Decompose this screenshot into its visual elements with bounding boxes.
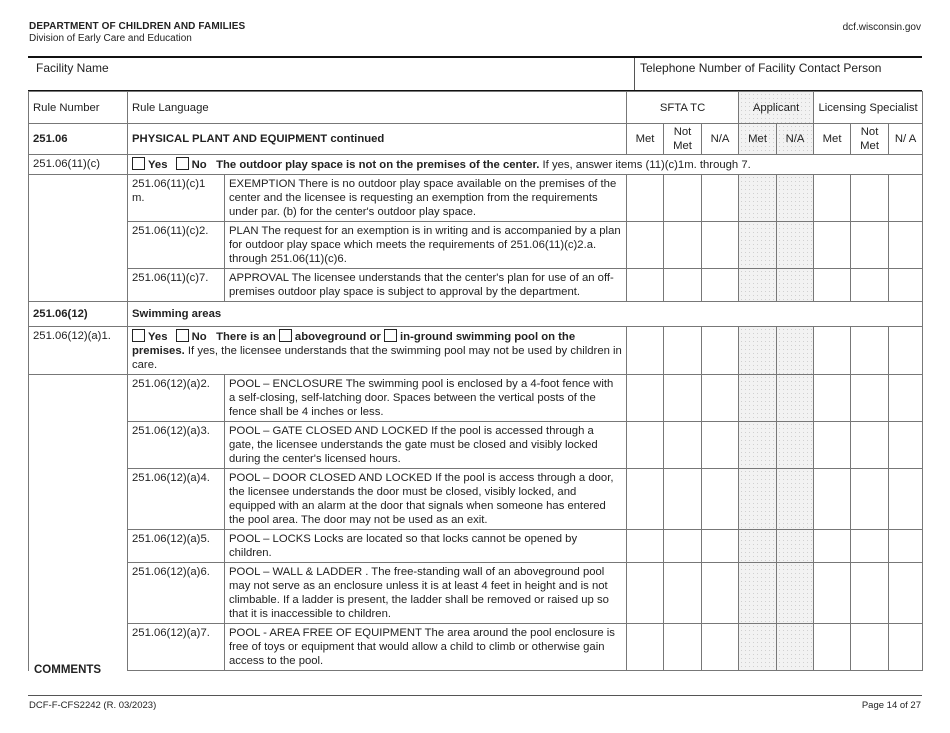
sftatc-not-met-cell[interactable] [664, 422, 702, 469]
licensing-na-cell[interactable] [889, 530, 923, 563]
licensing-na-header: N/ A [889, 124, 923, 155]
sftatc-na-cell[interactable] [702, 375, 739, 422]
licensing-not-met-cell[interactable] [851, 469, 889, 530]
sub-rule-number: 251.06(12)(a)6. [128, 563, 225, 624]
col-rule-language: Rule Language [128, 92, 627, 124]
applicant-na-cell[interactable] [777, 530, 814, 563]
sub-rule-row [29, 375, 923, 422]
rule-row-12a1 [29, 327, 923, 375]
facility-phone-field[interactable]: Telephone Number of Facility Contact Person [634, 58, 922, 90]
rule-number: 251.06(12)(a)1. [29, 327, 128, 375]
sftatc-met-cell[interactable] [627, 375, 664, 422]
sftatc-met-cell[interactable] [627, 563, 664, 624]
applicant-met-cell[interactable] [739, 222, 777, 269]
sub-rule-text: POOL - AREA FREE OF EQUIPMENT The area around the pool enclosure is free of toys or equipment that would allow a child to climb or otherwise gain access to the pool. [225, 624, 627, 671]
sftatc-met-cell[interactable] [627, 624, 664, 671]
licensing-not-met-cell[interactable] [851, 422, 889, 469]
aboveground-label: aboveground or [294, 331, 381, 343]
sftatc-not-met-header: Not Met [664, 124, 702, 155]
sftatc-met-cell[interactable] [627, 422, 664, 469]
licensing-met-header: Met [814, 124, 851, 155]
licensing-met-cell[interactable] [814, 222, 851, 269]
no-checkbox[interactable] [176, 329, 189, 342]
section-title: PHYSICAL PLANT AND EQUIPMENT continued [128, 124, 627, 155]
licensing-na-cell[interactable] [889, 175, 923, 222]
licensing-na-cell[interactable] [889, 327, 923, 375]
section12-title: Swimming areas [128, 302, 923, 327]
sub-rule-row [29, 422, 923, 469]
footer-divider [28, 695, 922, 696]
sub-rule-row [29, 469, 923, 530]
facility-info-row [28, 57, 922, 92]
licensing-na-cell[interactable] [889, 222, 923, 269]
licensing-not-met-cell[interactable] [851, 375, 889, 422]
indent-cell [29, 175, 128, 302]
section-header-row-12 [29, 302, 923, 327]
sub-rule-text: APPROVAL The licensee understands that the center's plan for use of an off-premises outdoor play space is subject to approval by the department. [225, 269, 627, 302]
sub-rule-number: 251.06(12)(a)5. [128, 530, 225, 563]
licensing-not-met-header: Not Met [851, 124, 889, 155]
applicant-met-cell[interactable] [739, 175, 777, 222]
sftatc-na-cell[interactable] [702, 269, 739, 302]
licensing-not-met-cell[interactable] [851, 269, 889, 302]
yes-label: Yes [148, 331, 168, 343]
sftatc-met-cell[interactable] [627, 530, 664, 563]
applicant-na-cell[interactable] [777, 327, 814, 375]
sub-rule-text: POOL – DOOR CLOSED AND LOCKED If the pool is access through a door, the licensee understands the door must be closed, visibly locked, and equipped with an alarm at the door that signals when someone has entered the pool area. The door may not be used as an exit. [225, 469, 627, 530]
applicant-met-cell[interactable] [739, 327, 777, 375]
sub-rule-row [29, 624, 923, 671]
section12-number: 251.06(12) [29, 302, 128, 327]
section-number: 251.06 [29, 124, 128, 155]
sftatc-met-cell[interactable] [627, 469, 664, 530]
licensing-not-met-cell[interactable] [851, 624, 889, 671]
sftatc-met-cell[interactable] [627, 327, 664, 375]
rule-number: 251.06(11)(c) [29, 155, 128, 175]
sub-rule-number: 251.06(11)(c)1 m. [128, 175, 225, 222]
sftatc-not-met-cell[interactable] [664, 469, 702, 530]
yes-checkbox[interactable] [132, 329, 145, 342]
applicant-na-cell[interactable] [777, 422, 814, 469]
licensing-na-cell[interactable] [889, 422, 923, 469]
applicant-met-cell[interactable] [739, 375, 777, 422]
no-label: No [191, 159, 207, 171]
applicant-met-header: Met [739, 124, 777, 155]
sftatc-na-cell[interactable] [702, 175, 739, 222]
licensing-na-cell[interactable] [889, 624, 923, 671]
licensing-na-cell[interactable] [889, 269, 923, 302]
sub-rule-row [29, 563, 923, 624]
rule-row-11c [29, 155, 923, 175]
no-checkbox[interactable] [176, 157, 189, 170]
yes-checkbox[interactable] [132, 157, 145, 170]
group-applicant: Applicant [739, 92, 814, 124]
yes-label: Yes [148, 159, 168, 171]
sftatc-met-cell[interactable] [627, 269, 664, 302]
licensing-met-cell[interactable] [814, 563, 851, 624]
sub-rule-number: 251.06(12)(a)2. [128, 375, 225, 422]
applicant-na-cell[interactable] [777, 624, 814, 671]
licensing-not-met-cell[interactable] [851, 327, 889, 375]
sub-rule-row [29, 269, 923, 302]
sub-rule-text: POOL – LOCKS Locks are located so that locks cannot be opened by children. [225, 530, 627, 563]
licensing-met-cell[interactable] [814, 375, 851, 422]
section-header-row [29, 124, 923, 155]
applicant-met-cell[interactable] [739, 530, 777, 563]
sftatc-na-cell[interactable] [702, 563, 739, 624]
licensing-met-cell[interactable] [814, 422, 851, 469]
website-link[interactable]: dcf.wisconsin.gov [842, 22, 921, 33]
licensing-not-met-cell[interactable] [851, 175, 889, 222]
comments-label: COMMENTS [34, 664, 102, 676]
sftatc-na-header: N/A [702, 124, 739, 155]
division-name: Division of Early Care and Education [29, 33, 192, 44]
indent-cell [29, 375, 128, 671]
sub-rule-number: 251.06(12)(a)3. [128, 422, 225, 469]
no-label: No [191, 331, 207, 343]
licensing-not-met-cell[interactable] [851, 563, 889, 624]
licensing-na-cell[interactable] [889, 375, 923, 422]
group-sftatc: SFTA TC [627, 92, 739, 124]
applicant-na-cell[interactable] [777, 375, 814, 422]
sftatc-met-cell[interactable] [627, 222, 664, 269]
sub-rule-text: POOL – ENCLOSURE The swimming pool is enclosed by a 4-foot fence with a self-closing, self-latching door. Spaces between the vertical posts of the fence shall be 4 inches or less. [225, 375, 627, 422]
sub-rule-number: 251.06(12)(a)4. [128, 469, 225, 530]
sftatc-na-cell[interactable] [702, 624, 739, 671]
department-name: DEPARTMENT OF CHILDREN AND FAMILIES [29, 21, 246, 32]
question-text: If yes, answer items (11)(c)1m. through 7. [539, 159, 751, 171]
col-rule-number: Rule Number [29, 92, 128, 124]
question-text-a: There is an [216, 331, 276, 343]
sftatc-na-cell[interactable] [702, 327, 739, 375]
rule-question [128, 327, 627, 375]
sftatc-met-header: Met [627, 124, 664, 155]
form-id: DCF-F-CFS2242 (R. 03/2023) [29, 700, 157, 711]
applicant-met-cell[interactable] [739, 563, 777, 624]
applicant-na-cell[interactable] [777, 469, 814, 530]
licensing-met-cell[interactable] [814, 175, 851, 222]
sub-rule-number: 251.06(11)(c)7. [128, 269, 225, 302]
sftatc-not-met-cell[interactable] [664, 327, 702, 375]
applicant-na-header: N/A [777, 124, 814, 155]
licensing-met-cell[interactable] [814, 469, 851, 530]
sftatc-na-cell[interactable] [702, 469, 739, 530]
column-header-row [29, 92, 923, 124]
sub-rule-row [29, 175, 923, 222]
inground-checkbox[interactable] [384, 329, 397, 342]
applicant-na-cell[interactable] [777, 269, 814, 302]
sftatc-not-met-cell[interactable] [664, 175, 702, 222]
sftatc-na-cell[interactable] [702, 530, 739, 563]
sftatc-na-cell[interactable] [702, 422, 739, 469]
sub-rule-text: EXEMPTION There is no outdoor play space available on the premises of the center and the licensee is requesting an exemption from the requirements under par. (b) for the center's outdoor play space. [225, 175, 627, 222]
sub-rule-number: 251.06(11)(c)2. [128, 222, 225, 269]
licensing-not-met-cell[interactable] [851, 222, 889, 269]
sftatc-not-met-cell[interactable] [664, 375, 702, 422]
sftatc-not-met-cell[interactable] [664, 563, 702, 624]
licensing-na-cell[interactable] [889, 469, 923, 530]
licensing-met-cell[interactable] [814, 269, 851, 302]
sftatc-not-met-cell[interactable] [664, 530, 702, 563]
applicant-na-cell[interactable] [777, 175, 814, 222]
sftatc-na-cell[interactable] [702, 222, 739, 269]
sftatc-not-met-cell[interactable] [664, 624, 702, 671]
group-licensing-specialist: Licensing Specialist [814, 92, 923, 124]
applicant-na-cell[interactable] [777, 222, 814, 269]
sub-rule-number: 251.06(12)(a)7. [128, 624, 225, 671]
licensing-met-cell[interactable] [814, 624, 851, 671]
facility-name-field[interactable]: Facility Name [36, 61, 109, 75]
rule-question [128, 155, 923, 175]
sub-rule-text: POOL – WALL & LADDER . The free-standing wall of an aboveground pool may not serve as an enclosure unless it is at least 4 feet in height and is not climbable. If a ladder is present, the ladder shall be removed or raised up so that it is inaccessible to children. [225, 563, 627, 624]
sftatc-not-met-cell[interactable] [664, 222, 702, 269]
page-header [29, 21, 245, 44]
sub-rule-text: POOL – GATE CLOSED AND LOCKED If the pool is accessed through a gate, the licensee understands the gate must be closed and visibly locked during the center's licensed hours. [225, 422, 627, 469]
sub-rule-text: PLAN The request for an exemption is in writing and is accompanied by a plan for outdoor play space which meets the requirements of 251.06(11)(c)2.a. through 251.06(11)(c)6. [225, 222, 627, 269]
licensing-na-cell[interactable] [889, 563, 923, 624]
licensing-met-cell[interactable] [814, 327, 851, 375]
applicant-met-cell[interactable] [739, 469, 777, 530]
sub-rule-row [29, 222, 923, 269]
applicant-met-cell[interactable] [739, 269, 777, 302]
page-number: Page 14 of 27 [861, 700, 921, 711]
question-bold-text: The outdoor play space is not on the premises of the center. [216, 159, 540, 171]
sftatc-not-met-cell[interactable] [664, 269, 702, 302]
inground-label: in-ground swimming pool on the premises. [132, 331, 576, 357]
aboveground-checkbox[interactable] [279, 329, 292, 342]
checklist-table [28, 91, 923, 671]
licensing-met-cell[interactable] [814, 530, 851, 563]
applicant-na-cell[interactable] [777, 563, 814, 624]
sub-rule-row [29, 530, 923, 563]
sftatc-met-cell[interactable] [627, 175, 664, 222]
applicant-met-cell[interactable] [739, 422, 777, 469]
question-text: If yes, the licensee understands that the swimming pool may not be used by children in care. [132, 345, 622, 371]
applicant-met-cell[interactable] [739, 624, 777, 671]
licensing-not-met-cell[interactable] [851, 530, 889, 563]
